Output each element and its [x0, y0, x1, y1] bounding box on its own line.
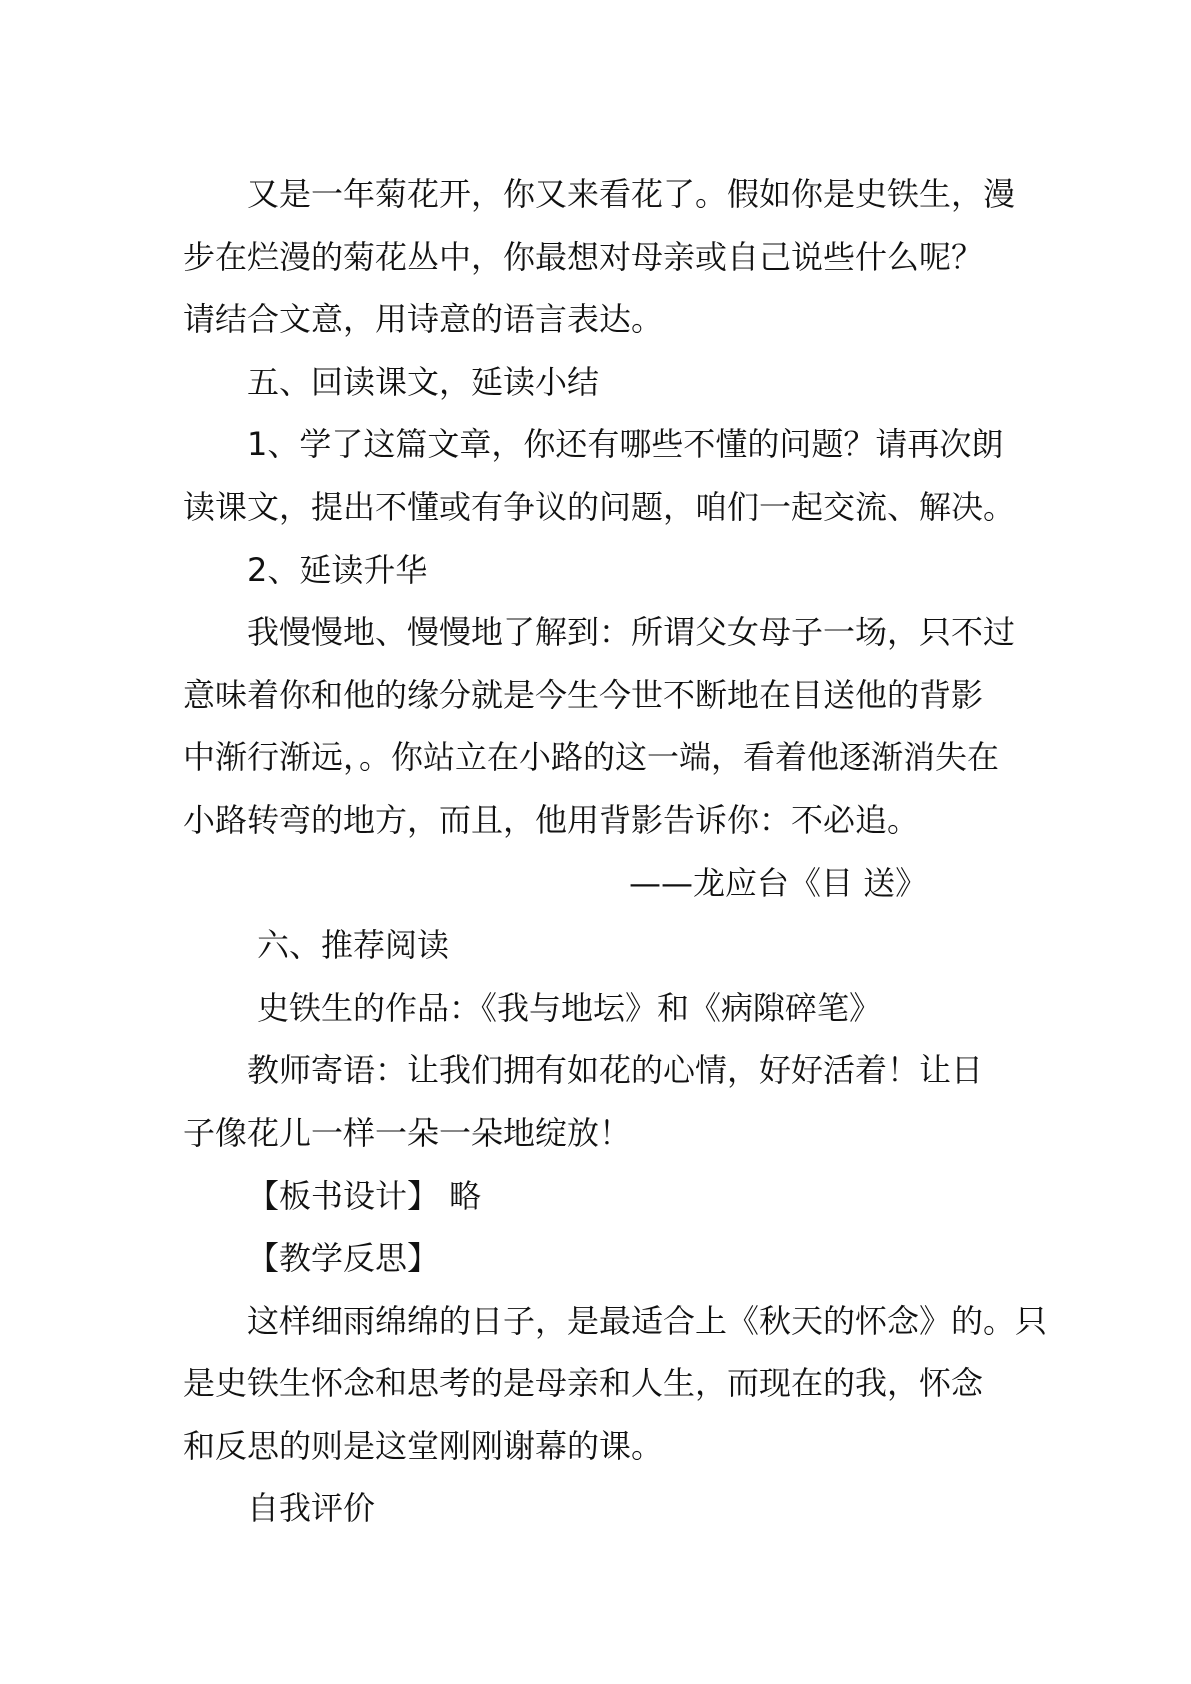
- section-heading-five: 五、回读课文，延读小结: [247, 362, 600, 401]
- paragraph-line: 子像花儿一样一朵一朵地绽放！: [183, 1113, 632, 1152]
- paragraph-line: 中渐行渐远，。你站立在小路的这一端，看着他逐渐消失在: [183, 738, 1000, 777]
- paragraph-line: 和反思的则是这堂刚刚谢幕的课。: [183, 1426, 664, 1465]
- teaching-reflection-heading: 【教学反思】: [247, 1239, 440, 1278]
- paragraph-line: 步在烂漫的菊花丛中，你最想对母亲或自己说些什么呢？: [183, 237, 984, 276]
- recommended-works: 史铁生的作品：《我与地坛》和《病隙碎笔》: [257, 988, 882, 1027]
- paragraph-line: 是史铁生怀念和思考的是母亲和人生，而现在的我，怀念: [183, 1364, 984, 1403]
- paragraph-line: 小路转弯的地方，而且，他用背影告诉你：不必追。: [183, 800, 920, 839]
- paragraph-line: 1、学了这篇文章，你还有哪些不懂的问题？请再次朗: [247, 425, 1004, 464]
- section-heading-six: 六、推荐阅读: [257, 926, 450, 965]
- paragraph-line: 又是一年菊花开，你又来看花了。假如你是史铁生，漫: [247, 175, 1016, 213]
- paragraph-line: 请结合文意，用诗意的语言表达。: [183, 300, 664, 339]
- paragraph-line: 读课文，提出不懂或有争议的问题，咱们一起交流、解决。: [183, 487, 1016, 526]
- subheading-extended-reading: 2、延读升华: [247, 550, 428, 589]
- paragraph-line: 教师寄语：让我们拥有如花的心情，好好活着！让日: [247, 1051, 984, 1090]
- paragraph-line: 意味着你和他的缘分就是今生今世不断地在目送他的背影: [183, 675, 984, 714]
- lesson-text: [183, 163, 1048, 1540]
- paragraph-line: 这样细雨绵绵的日子，是最适合上《秋天的怀念》的。只: [247, 1301, 1048, 1340]
- self-evaluation-heading: 自我评价: [247, 1489, 376, 1528]
- paragraph-line: 我慢慢地、慢慢地了解到：所谓父女母子一场，只不过: [247, 613, 1016, 652]
- board-design-heading: 【板书设计】 略: [247, 1176, 482, 1215]
- quote-attribution: ——龙应台《目 送》: [629, 863, 928, 902]
